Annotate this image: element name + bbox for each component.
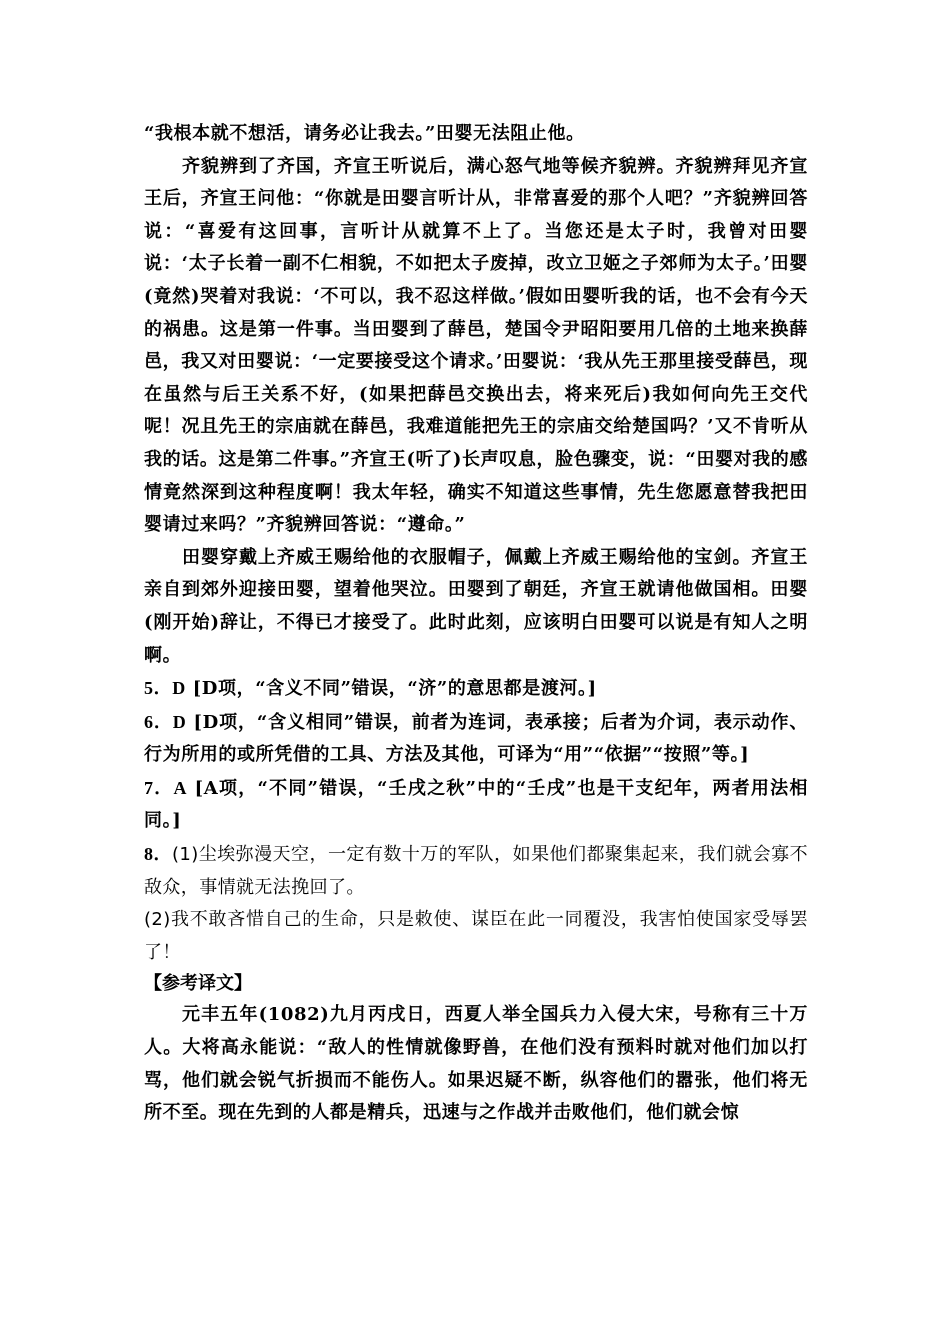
paragraph-tian-ying: 田婴穿戴上齐威王赐给他的衣服帽子，佩戴上齐威王赐给他的宝剑。齐宣王亲自到郊外迎接田婴，望着他哭泣。田婴到了朝廷，齐宣王就请他做国相。田婴(刚开始)辞让，不得已才接受了。此时此刻，应该明白田婴可以说是有知人之明啊。: [144, 546, 808, 666]
paragraph-continuation: “我根本就不想活，请务必让我去。”田婴无法阻止他。: [144, 123, 585, 144]
answer-5-number: 5．D: [144, 678, 186, 699]
reference-heading: 【参考译文】: [144, 973, 252, 995]
answer-6: [144, 706, 808, 772]
translation-8-2: [144, 904, 808, 969]
answer-7-text: [A项，“不同”错误，“壬戌之秋”中的“壬戌”也是干支纪年，两者用法相同。]: [144, 777, 808, 832]
answer-6-text: [D项，“含义相同”错误，前者为连词，表承接；后者为介词，表示动作、行为所用的或所凭借的工具、方法及其他，可译为“用”“依据”“按照”等。]: [144, 711, 808, 766]
answer-6-number: 6．D: [144, 711, 187, 732]
translation-8-2-text: (2)我不敢吝惜自己的生命，只是敕使、谋臣在此一同覆没，我害怕使国家受辱罢了！: [144, 909, 808, 963]
translation-8-1-text: (1)尘埃弥漫天空，一定有数十万的军队，如果他们都聚集起来，我们就会寡不敌众，事情就无法挽回了。: [144, 844, 808, 898]
paragraph-qi-mao-bian: 齐貌辨到了齐国，齐宣王听说后，满心怒气地等候齐貌辨。齐貌辨拜见齐宣王后，齐宣王问他：“你就是田婴言听计从，非常喜爱的那个人吧？”齐貌辨回答说：“喜爱有这回事，言听计从就算不上了。当您还是太子时，我曾对田婴说：‘太子长着一副不仁相貌，不如把太子废掉，改立卫姬之子郊师为太子。’田婴(竟然)哭着对我说：‘不可以，我不忍这样做。’假如田婴听我的话，也不会有今天的祸患。这是第一件事。当田婴到了薛邑，楚国令尹昭阳要用几倍的土地来换薛邑，我又对田婴说：‘一定要接受这个请求。’田婴说：‘我从先王那里接受薛邑，现在虽然与后王关系不好，(如果把薛邑交换出去，将来死后)我如何向先王交代呢！况且先王的宗庙就在薛邑，我难道能把先王的宗庙交给楚国吗？’又不肯听从我的话。这是第二件事。”齐宣王(听了)长声叹息，脸色骤变，说：“田婴对我的感情竟然深到这种程度啊！我太年轻，确实不知道这些事情，先生您愿意替我把田婴请过来吗？”齐貌辨回答说：“遵命。”: [144, 155, 808, 536]
document-page: [144, 118, 808, 1130]
answer-7: [144, 772, 808, 838]
answer-5-text: [D项，“含义不同”错误，“济”的意思都是渡河。]: [192, 678, 597, 700]
answer-5: [144, 672, 808, 706]
translation-8-1: [144, 838, 808, 904]
paragraph-yuanfeng: 元丰五年(1082)九月丙戌日，西夏人举全国兵力入侵大宋，号称有三十万人。大将高永能说：“敌人的性情就像野兽，在他们没有预料时就对他们加以打骂，他们就会锐气折损而不能伤人。如果迟疑不断，纵容他们的嚣张，他们将无所不至。现在先到的人都是精兵，迅速与之作战并击败他们，他们就会惊: [144, 1004, 808, 1124]
answer-7-number: 7．A: [144, 777, 188, 798]
translation-8-number: 8．: [144, 844, 172, 865]
